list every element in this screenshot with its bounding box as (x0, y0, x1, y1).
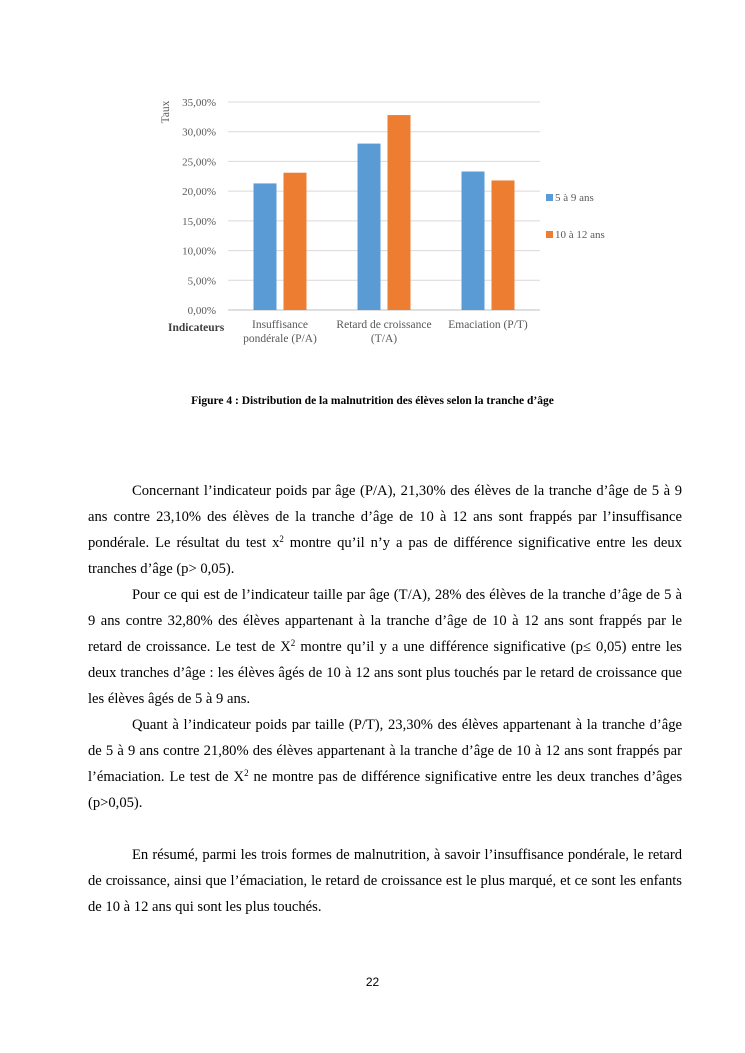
y-tick-label: 20,00% (182, 186, 216, 199)
y-tick-label: 10,00% (182, 245, 216, 258)
chart-y-ticks (182, 97, 216, 317)
legend-label: 10 à 12 ans (555, 229, 605, 241)
paragraph-height-for-age: Pour ce qui est de l’indicateur taille par âge (T/A), 28% des élèves de la tranche d’âge de 5 à 9 ans contre 32,80% des élèves appartenant à la tranche d’âge de 10 à 12 ans sont frappés par le retard de croissance. Le test de $X^2$ montre qu’il y a une différence significative (p≤ 0,05) entre les deux tranches d’âge : les élèves âgés de 10 à 12 ans sont plus touchés par le retard de croissance que les élèves âgés de 5 à 9 ans. (88, 587, 682, 707)
chart-category-labels (243, 319, 528, 345)
bar (388, 115, 411, 310)
bar (492, 180, 515, 310)
category-label: pondérale (P/A) (243, 333, 317, 345)
figure-caption: Figure 4 : Distribution de la malnutrition des élèves selon la tranche d’âge (191, 395, 554, 407)
y-tick-label: 5,00% (187, 275, 216, 288)
bar (462, 172, 485, 310)
y-tick-label: 15,00% (182, 215, 216, 228)
legend-swatch (546, 231, 553, 238)
paragraph-weight-for-age: Concernant l’indicateur poids par âge (P/A), 21,30% des élèves de la tranche d’âge de 5 à 9 ans contre 23,10% des élèves de la tranche d’âge de 10 à 12 ans sont frappés par l’insuffisance pondérale. Le résultat du test $x^2$ montre qu’il n’y a pas de différence significative entre les deux tranches d’âge (p> 0,05). (88, 483, 682, 577)
y-tick-label: 25,00% (182, 156, 216, 169)
paragraph-summary: En résumé, parmi les trois formes de malnutrition, à savoir l’insuffisance pondérale, le retard de croissance, ainsi que l’émaciation, le retard de croissance est le plus marqué, et ce sont les enfants de 10 à 12 ans qui sont les plus touchés. (88, 847, 682, 915)
y-axis-title: Taux (160, 100, 172, 124)
category-label: Emaciation (P/T) (448, 319, 528, 331)
y-tick-label: 0,00% (187, 305, 216, 317)
malnutrition-bar-chart (150, 88, 630, 350)
y-tick-label: 30,00% (182, 126, 216, 139)
x-axis-title: Indicateurs (168, 322, 225, 334)
y-tick-label: 35,00% (182, 97, 216, 109)
legend-label: 5 à 9 ans (555, 192, 594, 204)
body-text (88, 478, 682, 920)
page-number: 22 (365, 975, 380, 989)
category-label: Retard de croissance (336, 319, 432, 331)
legend-swatch (546, 194, 553, 201)
chart-legend (546, 192, 605, 241)
paragraph-weight-for-height: Quant à l’indicateur poids par taille (P/T), 23,30% des élèves appartenant à la tranche d’âge de 5 à 9 ans contre 21,80% des élèves appartenant à la tranche d’âge de 10 à 12 ans sont frappés par l’émaciation. Le test de $X^2$ ne montre pas de différence significative entre les deux tranches d’âges (p>0,05). (88, 717, 682, 811)
bar (284, 173, 307, 310)
bar (358, 144, 381, 310)
category-label: Insuffisance (252, 319, 308, 331)
category-label: (T/A) (370, 333, 398, 345)
bar (254, 183, 277, 310)
